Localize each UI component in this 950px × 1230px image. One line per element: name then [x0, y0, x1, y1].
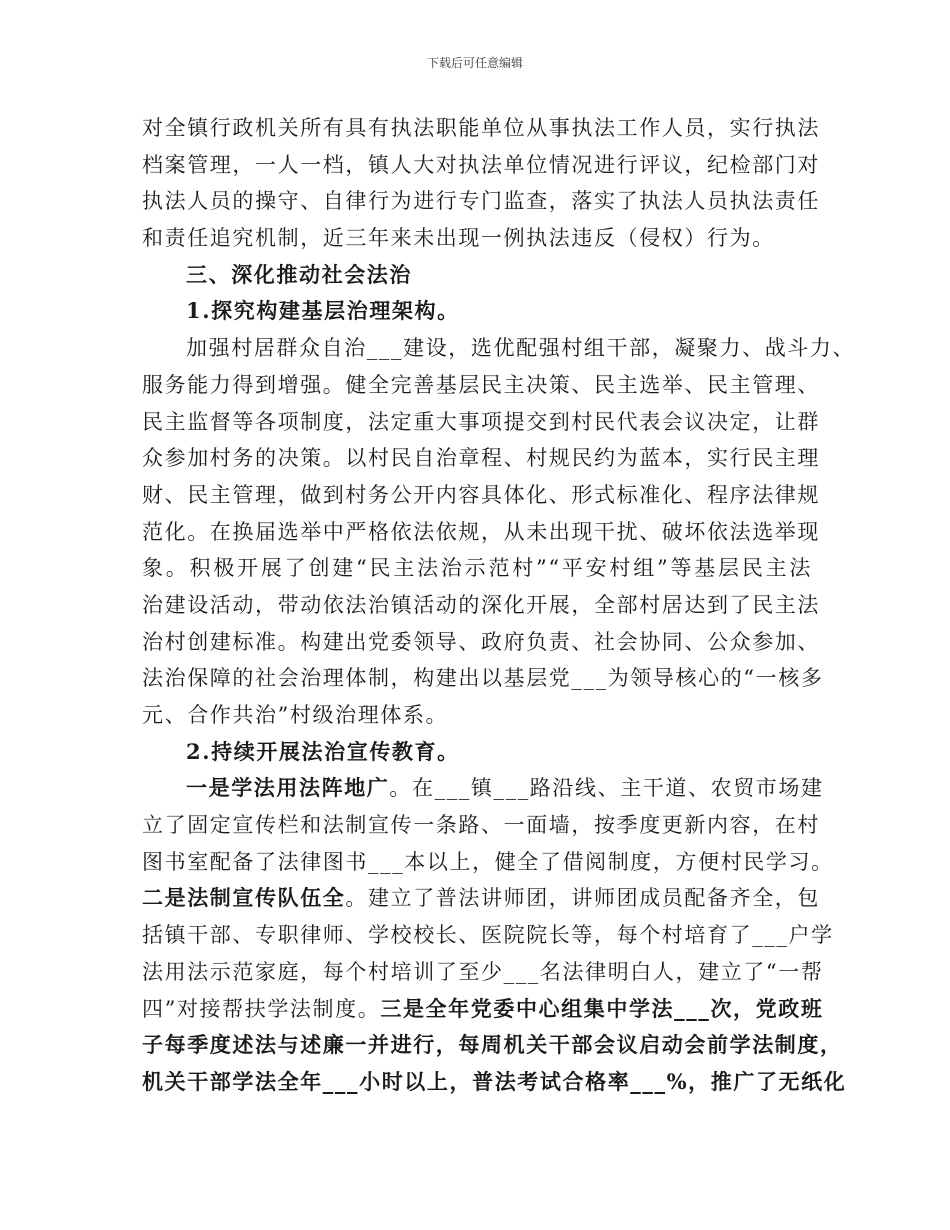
- paragraph-line: 元、合作共治”村级治理体系。: [142, 703, 449, 727]
- paragraph-line: 立了固定宣传栏和法制宣传一条路、一面墙，按季度更新内容，在村: [142, 813, 820, 838]
- paragraph-line: 和责任追究机制，近三年来未出现一例执法违反（侵权）行为。: [142, 226, 775, 251]
- subsection-heading: 2.持续开展法治宣传教育。: [186, 738, 460, 764]
- line-rest: 。建立了普法讲师团，讲师团成员配备齐全，包: [345, 886, 821, 911]
- paragraph-line: [142, 880, 821, 917]
- paragraph-line: 子每季度述法与述廉一并进行，每周机关干部会议启动会前学法制度，: [142, 1032, 843, 1058]
- paragraph-line: 象。积极开展了创建“民主法治示范村”“平安村组”等基层民主法: [142, 556, 812, 581]
- paragraph-line: 图书室配备了法律图书___本以上，健全了借阅制度，方便村民学习。: [142, 849, 834, 874]
- paragraph-line: 执法人员的操守、自律行为进行专门监查，落实了执法人员执法责任: [142, 189, 820, 214]
- paragraph-line: 机关干部学法全年___小时以上，普法考试合格率___%，推广了无纸化: [142, 1068, 847, 1094]
- paragraph-line: 法用法示范家庭，每个村培训了至少___名法律明白人，建立了“一帮: [142, 959, 824, 984]
- subsection-heading: 1.探究构建基层治理架构。: [186, 298, 460, 324]
- line-rest: 四”对接帮扶学法制度。: [142, 996, 381, 1021]
- paragraph-line: 括镇干部、专职律师、学校校长、医院院长等，每个村培育了___户学: [142, 923, 834, 948]
- bold-lead-phrase: 一是学法用法阵地广: [186, 775, 390, 801]
- page-header: 下载后可任意编辑: [426, 56, 523, 70]
- paragraph-line: 档案管理，一人一档，镇人大对执法单位情况进行评议，纪检部门对: [142, 152, 820, 177]
- paragraph-line: 对全镇行政机关所有具有执法职能单位从事执法工作人员，实行执法: [142, 116, 820, 140]
- paragraph-line: 治建设活动，带动依法治镇活动的深化开展，全部村居达到了民主法: [142, 592, 820, 617]
- paragraph-line: [142, 991, 824, 1028]
- paragraph-line: 民主监督等各项制度，法定重大事项提交到村民代表会议决定，让群: [142, 409, 820, 434]
- bold-lead-phrase: 三是全年党委中心组集中学法___次，党政班: [380, 995, 824, 1021]
- paragraph-line: 服务能力得到增强。健全完善基层民主决策、民主选举、民主管理、: [142, 372, 820, 397]
- paragraph-line: 财、民主管理，做到村务公开内容具体化、形式标准化、程序法律规: [142, 482, 820, 507]
- paragraph-line: 众参加村务的决策。以村民自治章程、村规民约为蓝本，实行民主理: [142, 446, 820, 471]
- bold-lead-phrase: 二是法制宣传队伍全: [142, 885, 346, 911]
- paragraph-line: 治村创建标准。构建出党委领导、政府负责、社会协同、公众参加、: [142, 629, 820, 654]
- line-rest: 。在___镇___路沿线、主干道、农贸市场建: [389, 776, 824, 801]
- paragraph-line: 范化。在换届选举中严格依法依规，从未出现干扰、破坏依法选举现: [142, 519, 820, 544]
- paragraph-line: 加强村居群众自治___建设，选优配强村组干部，凝聚力、战斗力、: [186, 336, 856, 361]
- section-heading: 三、深化推动社会法治: [186, 261, 412, 287]
- paragraph-line: 法治保障的社会治理体制，构建出以基层党___为领导核心的“一核多: [142, 666, 824, 691]
- document-body: [142, 110, 856, 1101]
- paragraph-line: [142, 770, 824, 807]
